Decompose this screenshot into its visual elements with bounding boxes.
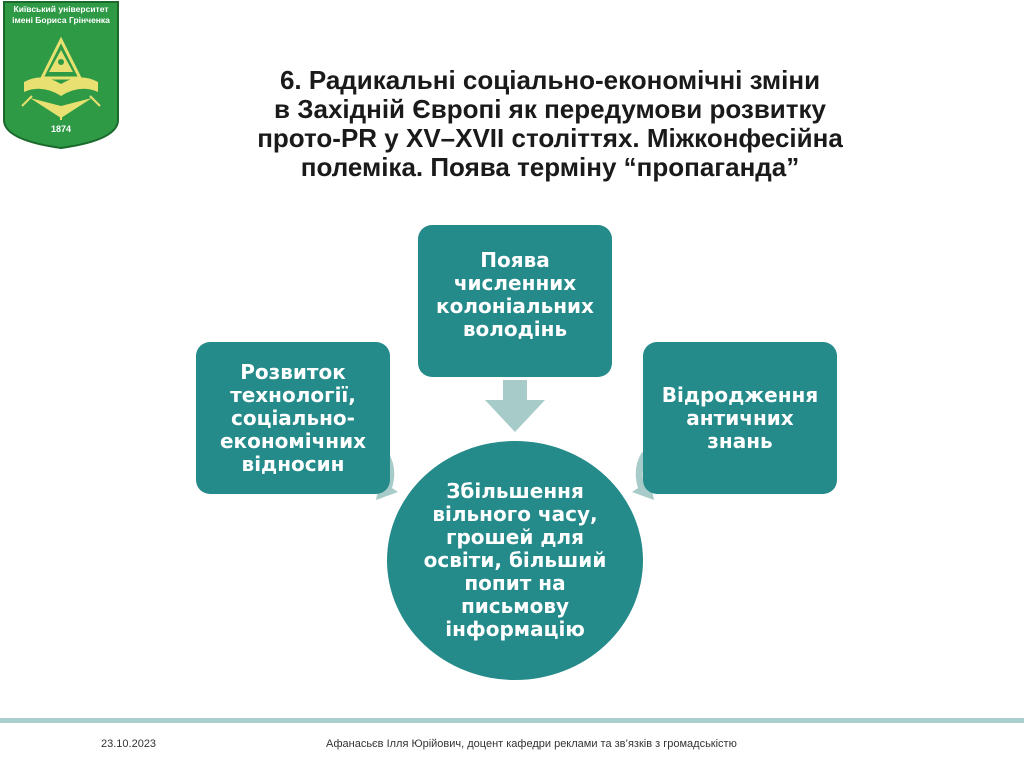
- arrow-down-icon: [485, 380, 545, 432]
- footer-date: 23.10.2023: [101, 738, 157, 750]
- university-logo: [2, 0, 120, 150]
- title-line-3: прото-PR у XV–XVII століттях. Міжконфесійна: [257, 123, 843, 153]
- node-antique-knowledge: Відродження античних знань: [643, 342, 837, 494]
- logo-text: [4, 4, 118, 26]
- logo-year: 1874: [50, 124, 72, 134]
- node-technology-development: Розвиток технології, соціально-економічних відносин: [196, 342, 390, 494]
- logo-line-2: імені Бориса Грінченка: [12, 15, 110, 25]
- footer-author: Афанасьєв Ілля Юрійович, доцент кафедри реклами та зв’язків з громадськістю: [326, 738, 737, 750]
- title-line-1: 6. Радикальні соціально-економічні зміни: [279, 65, 821, 95]
- footer-divider: [0, 718, 1024, 723]
- node-center-circle: Збільшення вільного часу, грошей для освіти, більший попит на письмову інформацію: [384, 438, 646, 683]
- title-line-2: в Західній Європі як передумови розвитку: [273, 94, 826, 124]
- title-line-4: полеміка. Поява терміну “пропаганда”: [300, 152, 800, 182]
- slide-title: [150, 66, 950, 182]
- logo-line-1: Київський університет: [13, 4, 109, 14]
- node-colonial-possessions: Поява численних колоніальних володінь: [418, 225, 612, 377]
